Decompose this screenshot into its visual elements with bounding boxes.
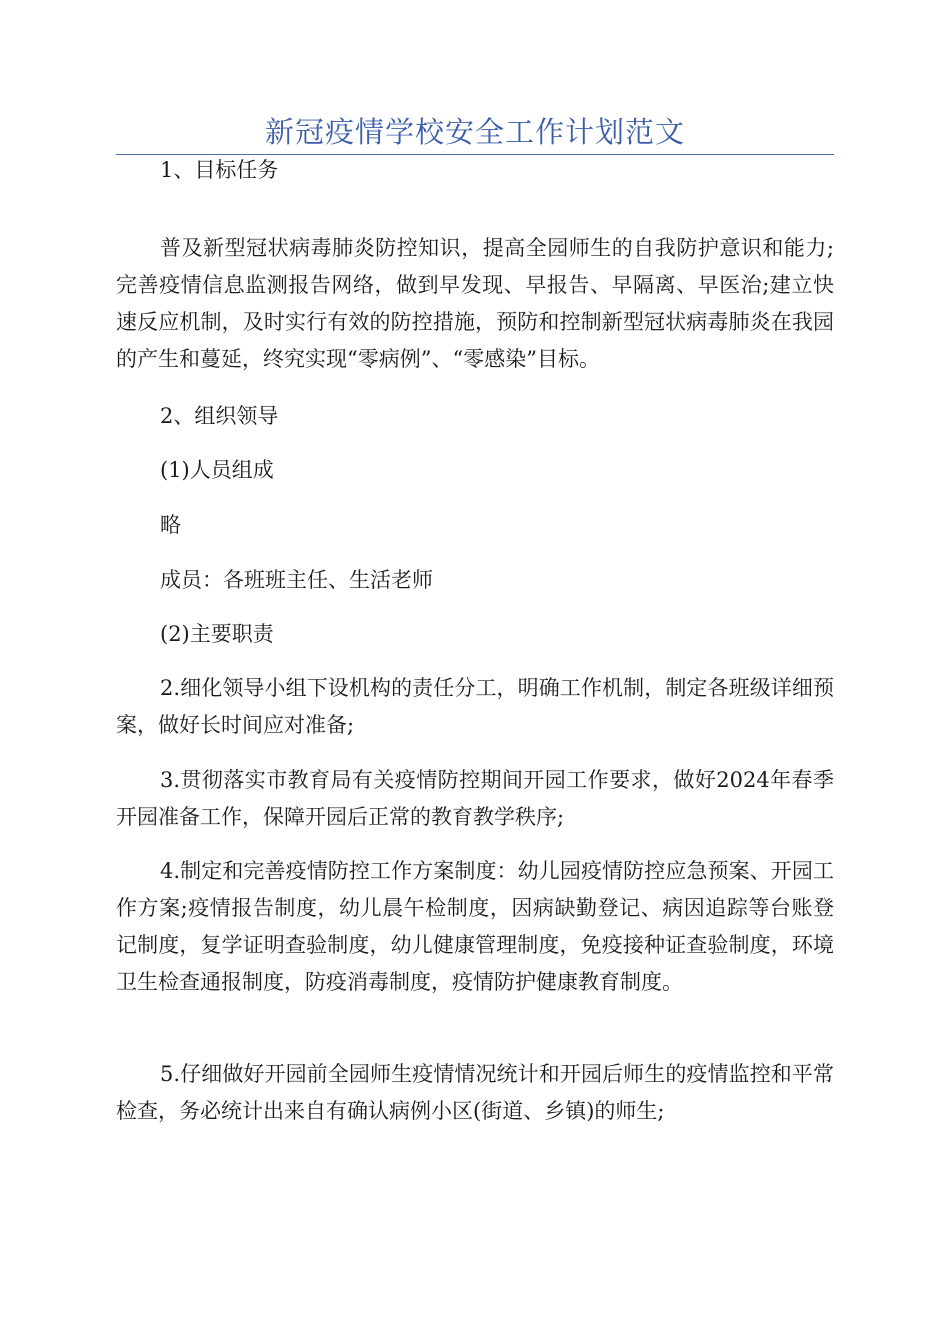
paragraph-omitted: 略 xyxy=(160,513,181,537)
list-item-2: 2.细化领导小组下设机构的责任分工，明确工作机制，制定各班级详细预案，做好长时间应对准备; xyxy=(116,676,834,737)
list-item-3: 3.贯彻落实市教育局有关疫情防控期间开园工作要求，做好2024年春季开园准备工作，保障开园后正常的教育教学秩序; xyxy=(116,768,834,829)
section-heading-organization: 2、组织领导 xyxy=(160,404,279,428)
paragraph-goals: 普及新型冠状病毒肺炎防控知识，提高全园师生的自我防护意识和能力;完善疫情信息监测报告网络，做到早发现、早报告、早隔离、早医治;建立快速反应机制，及时实行有效的防控措施，预防和控制新型冠状病毒肺炎在我园的产生和蔓延，终究实现“零病例”、“零感染”目标。 xyxy=(116,236,834,371)
subsection-heading-personnel: (1)人员组成 xyxy=(160,458,274,482)
paragraph-members: 成员：各班班主任、生活老师 xyxy=(160,568,433,592)
section-heading-goals: 1、目标任务 xyxy=(160,158,279,182)
document-title: 新冠疫情学校安全工作计划范文 xyxy=(264,115,685,149)
list-item-5: 5.仔细做好开园前全园师生疫情情况统计和开园后师生的疫情监控和平常检查，务必统计出来自有确认病例小区(街道、乡镇)的师生; xyxy=(116,1062,834,1123)
subsection-heading-duties: (2)主要职责 xyxy=(160,622,274,646)
list-item-4: 4.制定和完善疫情防控工作方案制度：幼儿园疫情防控应急预案、开园工作方案;疫情报告制度，幼儿晨午检制度，因病缺勤登记、病因追踪等台账登记制度，复学证明查验制度，幼儿健康管理制度，免疫接种证查验制度，环境卫生检查通报制度，防疫消毒制度，疫情防护健康教育制度。 xyxy=(116,859,834,994)
